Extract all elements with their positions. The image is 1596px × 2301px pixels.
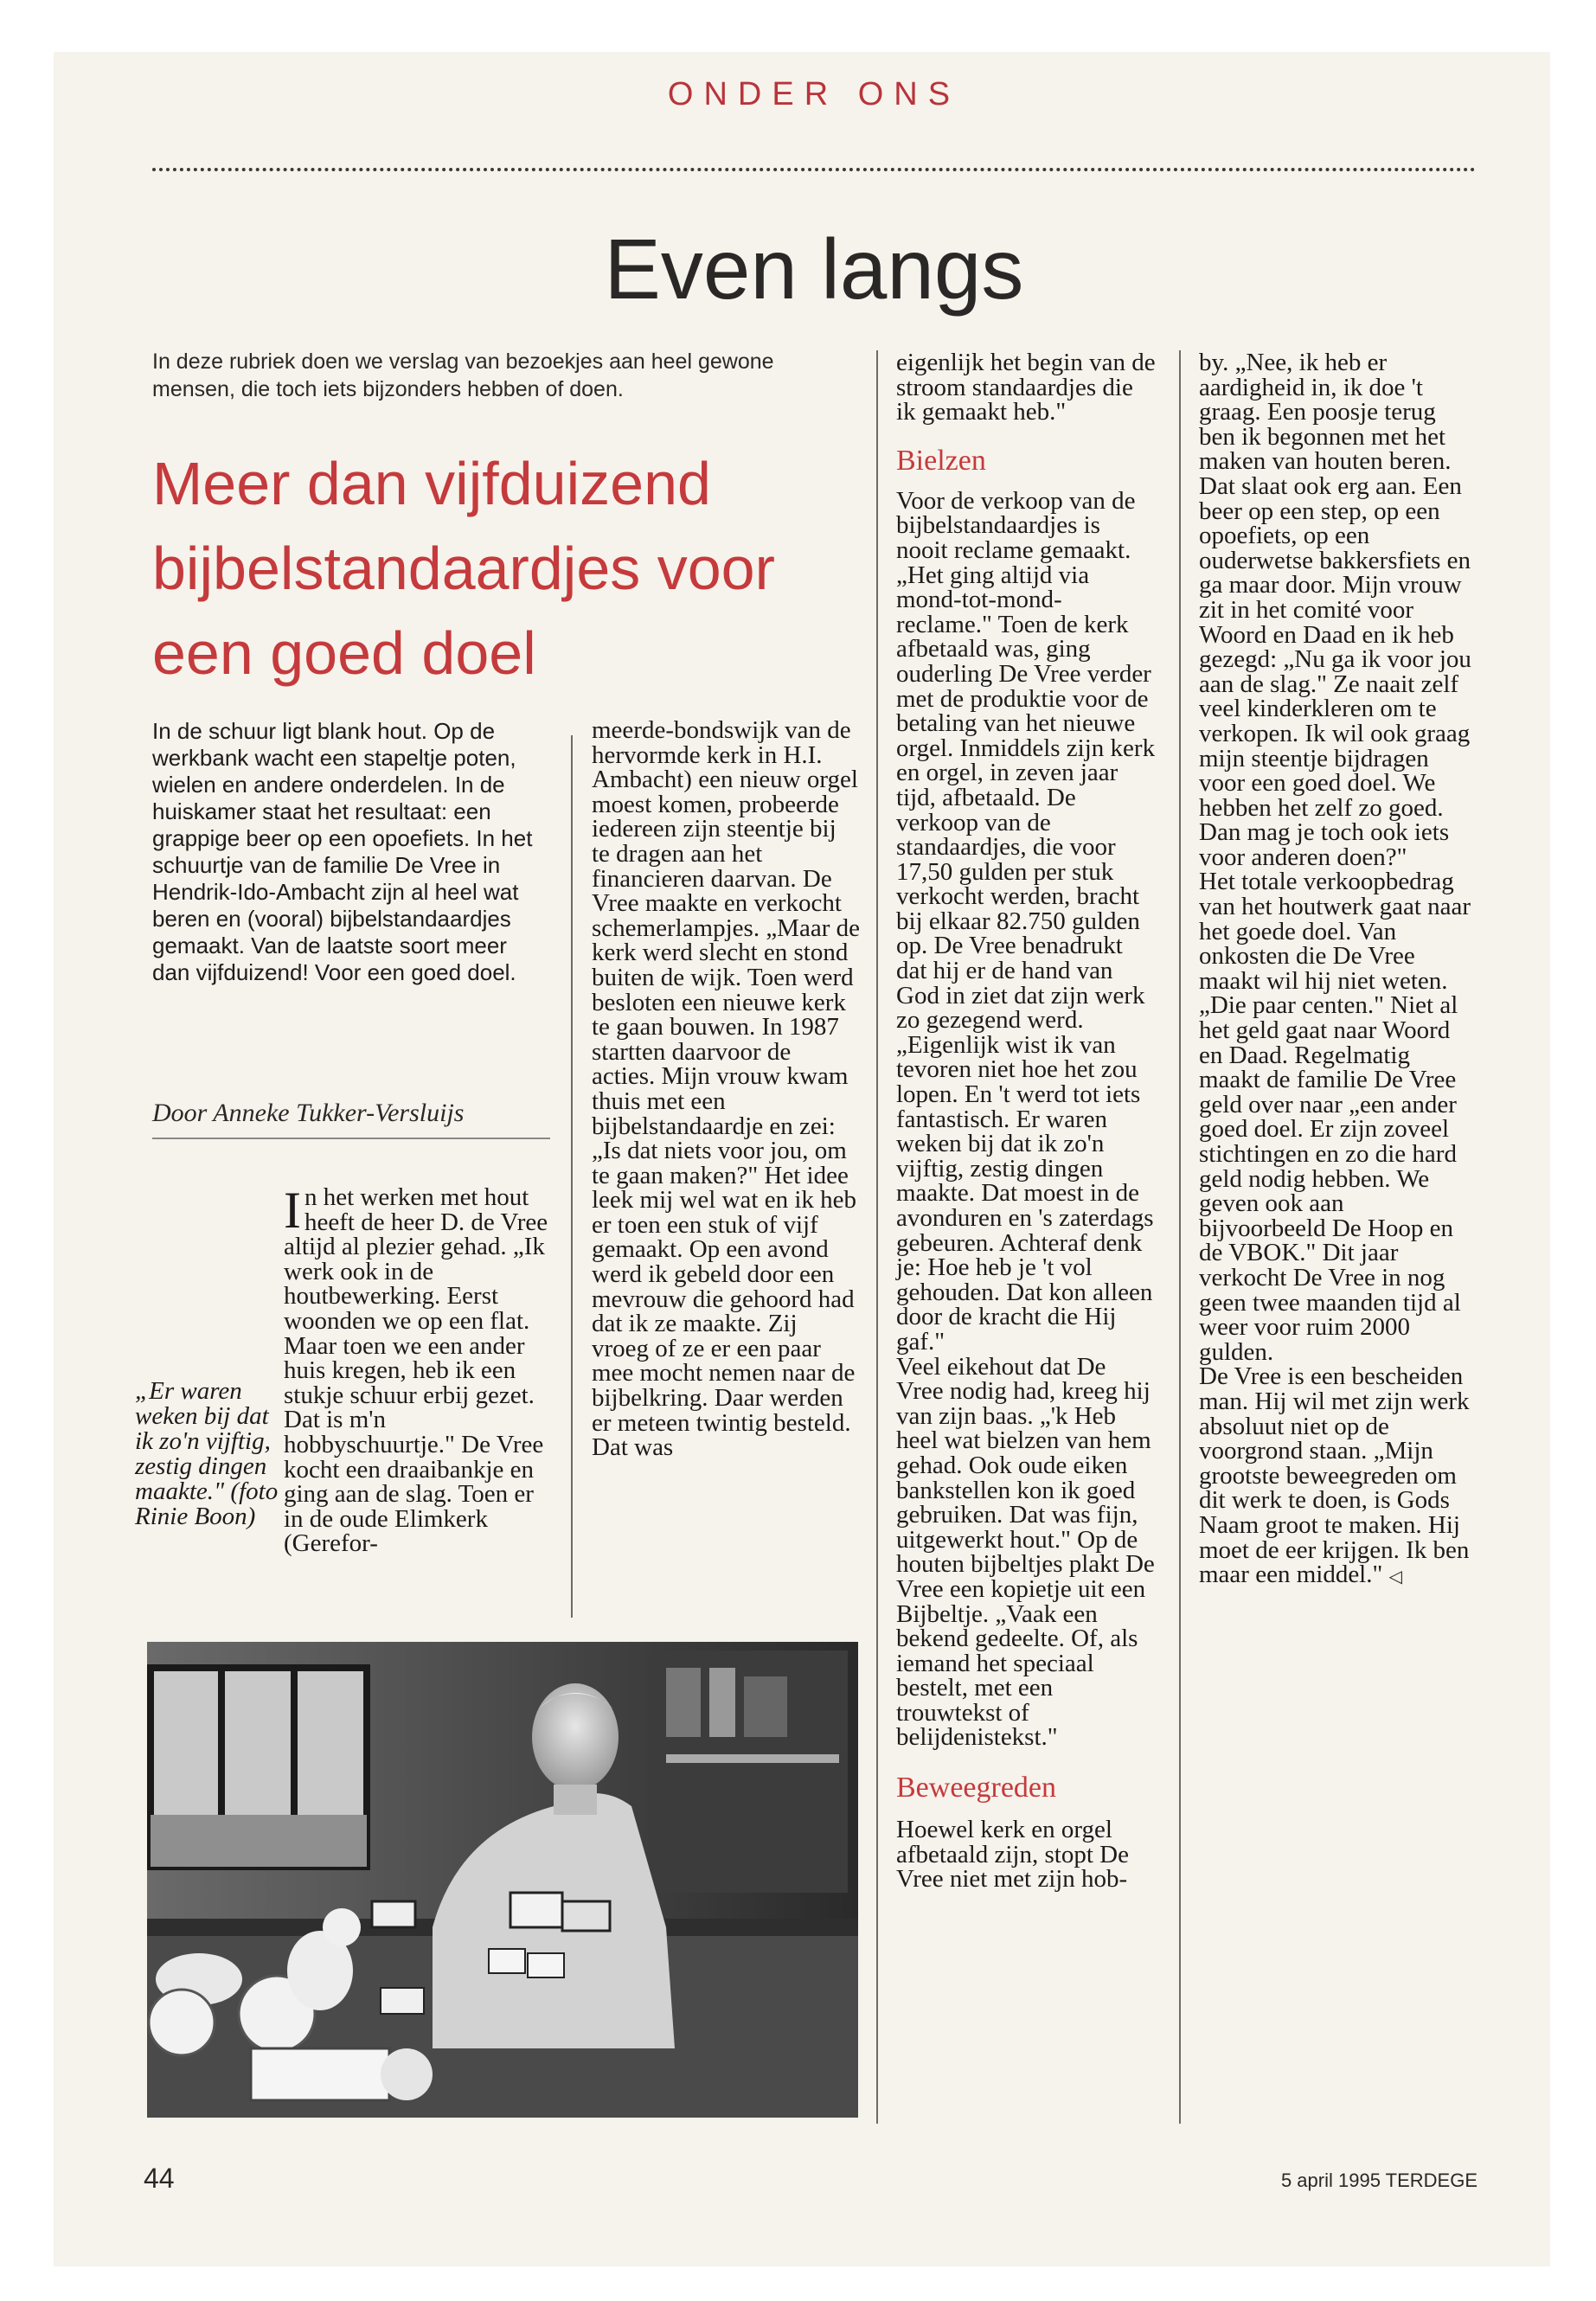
- page-number: 44: [144, 2163, 175, 2194]
- column-3-paragraph: eigenlijk het begin van de stroom standaardjes die ik gemaakt heb.": [896, 349, 1156, 426]
- drop-cap: I: [284, 1182, 301, 1239]
- column-3-paragraph: Hoewel kerk en orgel afbetaald zijn, stopt De Vree niet met zijn hob-: [896, 1816, 1129, 1894]
- column-2-text: meerde-bondswijk van de hervormde kerk in H.I. Ambacht) een nieuw orgel moest komen, probeerde iedereen zijn steentje bij te dragen aan het financieren daarvan. De Vree maakte en verkocht schemerlampjes. „Maar de kerk werd slecht en stond buiten de wijk. Toen werd besloten een nieuwe kerk te gaan bouwen. In 1987 startten daarvoor de acties. Mijn vrouw kwam thuis met een bijbelstandaardje en zei: „Is dat niets voor jou, om te gaan maken?" Het idee leek mij wel wat en ik heb er toen een stuk of vijf gemaakt. Op een avond werd ik gebeld door een mevrouw die gehoord had dat ik ze maakte. Zij vroeg of ze er een paar mee mocht nemen naar de bijbelkring. Daar werden er meteen twintig besteld. Dat was: [592, 716, 860, 1462]
- rubric-intro: In deze rubriek doen we verslag van bezoekjes aan heel gewone mensen, die toch iets bijzonders hebben of doen.: [152, 349, 774, 401]
- column-rule: [1179, 350, 1181, 2124]
- column-2: [592, 718, 860, 1460]
- column-4-closing-text: De Vree is een bescheiden man. Hij wil met zijn werk absoluut niet op de voorgrond staan. „Mijn grootste beweegreden om dit werk te doen, is Gods Naam groot te maken. Hij moet de eer krijgen. Ik ben maar een middel.": [1199, 1362, 1470, 1589]
- column-1: [284, 1182, 552, 1558]
- end-mark-icon: ◁: [1388, 1567, 1402, 1587]
- subhead-beweegreden: Beweegreden: [896, 1772, 1057, 1804]
- column-rule: [876, 350, 878, 2124]
- publication-date: 5 april 1995 TERDEGE: [1280, 2170, 1477, 2191]
- rubric-headline: Even langs: [604, 221, 1024, 317]
- column-4: [1199, 350, 1472, 1590]
- subhead-bielzen: Bielzen: [896, 444, 986, 477]
- pull-quote: „Er waren weken bij dat ik zo'n vijftig, zestig dingen maakte." (foto Rinie Boon): [135, 1377, 279, 1530]
- article-title: Meer dan vijfduizend bijbelstandaardjes voor een goed doel: [152, 450, 775, 687]
- article-lead: In de schuur ligt blank hout. Op de werkbank wacht een stapeltje poten, wielen en andere onderdelen. In de huiskamer staat het resultaat: een grappige beer op een opoefiets. In het schuurtje van de familie De Vree in Hendrik-Ido-Ambacht zijn al heel wat beren en (vooral) bijbelstandaardjes gemaakt. Van de laatste soort meer dan vijfduizend! Voor een goed doel.: [152, 718, 533, 985]
- column-3: [896, 350, 1156, 1892]
- article-photo: [147, 1642, 858, 2118]
- column-4-paragraph: Het totale verkoopbedrag van het houtwerk gaat naar het goede doel. Van onkosten die De Vree maakt wil hij niet weten. „Die paar centen." Niet al het geld gaat naar Woord en Daad. Regelmatig maakt de familie De Vree geld over naar „een ander goed doel. Er zijn zoveel stichtingen en zo die hard geld nodig hebben. We geven ook aan bijvoorbeeld De Hoop en de VBOK." Dit jaar verkocht De Vree in nog geen twee maanden tijd al weer voor ruim 2000 gulden.: [1199, 868, 1471, 1366]
- byline-rule: [152, 1138, 550, 1139]
- column-4-paragraph: [1199, 1364, 1472, 1589]
- section-label: ONDER ONS: [667, 76, 961, 112]
- column-3-paragraph: Voor de verkoop van de bijbelstandaardjes is nooit reclame gemaakt. „Het ging altijd via mond-tot-mond-reclame." Toen de kerk afbetaald was, ging ouderling De Vree verder met de produktie voor de betaling van het nieuwe orgel. Inmiddels zijn kerk en orgel, in zeven jaar tijd, afbetaald. De verkoop van de standaardjes, die voor 17,50 gulden per stuk verkocht werden, bracht bij elkaar 82.750 gulden op. De Vree benadrukt dat hij er de hand van God in ziet dat zijn werk zo gezegend werd. „Eigenlijk wist ik van tevoren niet hoe het zou lopen. En 't werd tot iets fantastisch. Er waren weken bij dat ik zo'n vijftig, zestig dingen maakte. Dat moest in de avonduren en 's zaterdags gebeuren. Achteraf denk je: Hoe heb je 't vol gehouden. Dat kon alleen door de kracht die Hij gaf.": [896, 486, 1156, 1356]
- byline: Door Anneke Tukker-Versluijs: [152, 1099, 465, 1127]
- dotted-divider: [152, 168, 1476, 171]
- column-3-paragraph: Veel eikehout dat De Vree nodig had, kreeg hij van zijn baas. „'k Heb heel wat bielzen van hem gehad. Ook oude eiken bankstellen kon ik goed gebruiken. Dat was fijn, uitgewerkt hout." Op de houten bijbeltjes plakt De Vree een kopietje uit een Bijbeltje. „Vaak een bekend gedeelte. Of, als iemand het speciaal bestelt, met een trouwtekst of belijdenistekst.": [896, 1352, 1155, 1752]
- column-rule: [571, 735, 573, 1618]
- column-4-paragraph: by. „Nee, ik heb er aardigheid in, ik doe 't graag. Een poosje terug ben ik begonnen met het maken van houten beren. Dat slaat ook erg aan. Een beer op een step, op een opoefiets, op een ouderwetse bakkersfiets en ga maar door. Mijn vrouw zit in het comité voor Woord en Daad en ik heb gezegd: „Nu ga ik voor jou aan de slag." Ze naait zelf veel kinderkleren om te verkopen. Ik wil ook graag mijn steentje bijdragen voor een goed doel. We hebben het zelf zo goed. Dan mag je toch ook iets voor anderen doen?": [1199, 349, 1471, 871]
- column-1-text: n het werken met hout heeft de heer D. de Vree altijd al plezier gehad. „Ik werk ook in de houtbewerking. Eerst woonden we op een flat. Maar toen we een ander huis kregen, heb ik een stukje schuur erbij gezet. Dat is m'n hobbyschuurtje." De Vree kocht een draaibankje en ging aan de slag. Toen er in de oude Elimkerk (Gerefor-: [284, 1183, 548, 1558]
